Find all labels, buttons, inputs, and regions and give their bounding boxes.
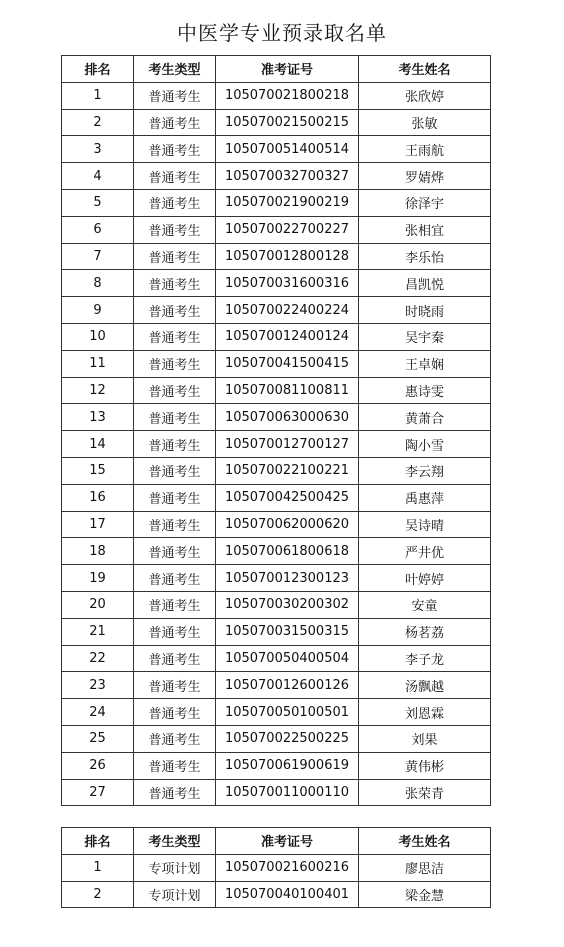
- cell-exam-number: 105070011000110: [216, 779, 359, 806]
- cell-exam-number: 105070021900219: [216, 189, 359, 216]
- cell-candidate-name: 严井优: [359, 538, 491, 565]
- cell-candidate-type: 专项计划: [134, 881, 216, 908]
- cell-candidate-name: 黄伟彬: [359, 752, 491, 779]
- table-row: [62, 881, 491, 908]
- header-rank: 排名: [62, 828, 134, 855]
- table-row: [62, 350, 491, 377]
- cell-candidate-type: 普通考生: [134, 82, 216, 109]
- cell-candidate-name: 陶小雪: [359, 431, 491, 458]
- cell-rank: 24: [62, 699, 134, 726]
- cell-rank: 1: [62, 854, 134, 881]
- cell-exam-number: 105070012800128: [216, 243, 359, 270]
- cell-rank: 12: [62, 377, 134, 404]
- cell-exam-number: 105070041500415: [216, 350, 359, 377]
- cell-candidate-type: 普通考生: [134, 779, 216, 806]
- cell-rank: 19: [62, 565, 134, 592]
- table-header-row: [62, 56, 491, 83]
- cell-candidate-name: 张相宜: [359, 216, 491, 243]
- table-row: [62, 779, 491, 806]
- cell-candidate-name: 张欣婷: [359, 82, 491, 109]
- cell-exam-number: 105070022400224: [216, 297, 359, 324]
- cell-candidate-type: 普通考生: [134, 109, 216, 136]
- cell-candidate-name: 廖思洁: [359, 854, 491, 881]
- cell-candidate-type: 普通考生: [134, 270, 216, 297]
- cell-candidate-name: 禹惠萍: [359, 484, 491, 511]
- table-row: [62, 457, 491, 484]
- cell-rank: 16: [62, 484, 134, 511]
- table-row: [62, 854, 491, 881]
- header-rank: 排名: [62, 56, 134, 83]
- cell-rank: 25: [62, 725, 134, 752]
- cell-rank: 8: [62, 270, 134, 297]
- cell-candidate-type: 普通考生: [134, 243, 216, 270]
- cell-exam-number: 105070022500225: [216, 725, 359, 752]
- cell-rank: 6: [62, 216, 134, 243]
- cell-exam-number: 105070081100811: [216, 377, 359, 404]
- cell-candidate-name: 刘恩霖: [359, 699, 491, 726]
- cell-candidate-type: 普通考生: [134, 136, 216, 163]
- cell-exam-number: 105070051400514: [216, 136, 359, 163]
- cell-rank: 1: [62, 82, 134, 109]
- table-header-row: [62, 828, 491, 855]
- cell-exam-number: 105070022700227: [216, 216, 359, 243]
- cell-candidate-type: 普通考生: [134, 645, 216, 672]
- cell-rank: 20: [62, 591, 134, 618]
- cell-candidate-type: 普通考生: [134, 457, 216, 484]
- cell-exam-number: 105070012600126: [216, 672, 359, 699]
- cell-rank: 26: [62, 752, 134, 779]
- cell-rank: 22: [62, 645, 134, 672]
- cell-exam-number: 105070061800618: [216, 538, 359, 565]
- cell-candidate-name: 罗婧烨: [359, 163, 491, 190]
- cell-exam-number: 105070012700127: [216, 431, 359, 458]
- table-row: [62, 565, 491, 592]
- table-row: [62, 645, 491, 672]
- cell-exam-number: 105070021500215: [216, 109, 359, 136]
- table-row: [62, 725, 491, 752]
- cell-candidate-name: 张荣青: [359, 779, 491, 806]
- cell-rank: 2: [62, 881, 134, 908]
- table-row: [62, 538, 491, 565]
- cell-rank: 10: [62, 323, 134, 350]
- table-row: [62, 136, 491, 163]
- special-plan-table: [61, 827, 491, 908]
- cell-candidate-name: 王雨航: [359, 136, 491, 163]
- cell-candidate-name: 吴宇秦: [359, 323, 491, 350]
- cell-candidate-name: 刘果: [359, 725, 491, 752]
- cell-exam-number: 105070030200302: [216, 591, 359, 618]
- cell-candidate-type: 普通考生: [134, 672, 216, 699]
- table-row: [62, 672, 491, 699]
- cell-candidate-type: 普通考生: [134, 404, 216, 431]
- cell-rank: 17: [62, 511, 134, 538]
- cell-exam-number: 105070012400124: [216, 323, 359, 350]
- cell-candidate-type: 专项计划: [134, 854, 216, 881]
- cell-exam-number: 105070021600216: [216, 854, 359, 881]
- cell-candidate-type: 普通考生: [134, 297, 216, 324]
- cell-exam-number: 105070050400504: [216, 645, 359, 672]
- cell-rank: 27: [62, 779, 134, 806]
- cell-candidate-type: 普通考生: [134, 565, 216, 592]
- cell-candidate-type: 普通考生: [134, 725, 216, 752]
- cell-candidate-name: 杨茗荔: [359, 618, 491, 645]
- table-row: [62, 752, 491, 779]
- table-row: [62, 243, 491, 270]
- cell-candidate-type: 普通考生: [134, 377, 216, 404]
- table-row: [62, 511, 491, 538]
- cell-exam-number: 105070050100501: [216, 699, 359, 726]
- cell-rank: 3: [62, 136, 134, 163]
- table-row: [62, 163, 491, 190]
- cell-rank: 14: [62, 431, 134, 458]
- cell-candidate-name: 昌凯悦: [359, 270, 491, 297]
- cell-candidate-name: 吴诗晴: [359, 511, 491, 538]
- table-row: [62, 109, 491, 136]
- table-row: [62, 82, 491, 109]
- cell-exam-number: 105070040100401: [216, 881, 359, 908]
- cell-rank: 11: [62, 350, 134, 377]
- cell-candidate-type: 普通考生: [134, 618, 216, 645]
- cell-exam-number: 105070042500425: [216, 484, 359, 511]
- header-exam-number: 准考证号: [216, 56, 359, 83]
- cell-candidate-name: 时晓雨: [359, 297, 491, 324]
- cell-rank: 15: [62, 457, 134, 484]
- table-row: [62, 484, 491, 511]
- cell-candidate-name: 王卓娴: [359, 350, 491, 377]
- main-admission-table: [61, 55, 491, 806]
- cell-rank: 7: [62, 243, 134, 270]
- table-row: [62, 323, 491, 350]
- table-row: [62, 404, 491, 431]
- cell-candidate-type: 普通考生: [134, 591, 216, 618]
- cell-candidate-type: 普通考生: [134, 538, 216, 565]
- cell-rank: 21: [62, 618, 134, 645]
- cell-candidate-name: 梁金慧: [359, 881, 491, 908]
- cell-exam-number: 105070031500315: [216, 618, 359, 645]
- cell-rank: 4: [62, 163, 134, 190]
- cell-candidate-type: 普通考生: [134, 216, 216, 243]
- cell-candidate-type: 普通考生: [134, 163, 216, 190]
- cell-rank: 5: [62, 189, 134, 216]
- header-exam-number: 准考证号: [216, 828, 359, 855]
- cell-candidate-type: 普通考生: [134, 511, 216, 538]
- cell-rank: 2: [62, 109, 134, 136]
- table-row: [62, 270, 491, 297]
- table-row: [62, 377, 491, 404]
- cell-exam-number: 105070062000620: [216, 511, 359, 538]
- header-candidate-name: 考生姓名: [359, 56, 491, 83]
- cell-exam-number: 105070012300123: [216, 565, 359, 592]
- cell-candidate-name: 李子龙: [359, 645, 491, 672]
- cell-candidate-type: 普通考生: [134, 699, 216, 726]
- cell-candidate-name: 黄萧合: [359, 404, 491, 431]
- cell-candidate-name: 李云翔: [359, 457, 491, 484]
- cell-exam-number: 105070031600316: [216, 270, 359, 297]
- cell-candidate-type: 普通考生: [134, 323, 216, 350]
- cell-candidate-type: 普通考生: [134, 350, 216, 377]
- table-row: [62, 591, 491, 618]
- cell-candidate-type: 普通考生: [134, 189, 216, 216]
- cell-exam-number: 105070021800218: [216, 82, 359, 109]
- cell-candidate-name: 汤飘越: [359, 672, 491, 699]
- cell-candidate-type: 普通考生: [134, 431, 216, 458]
- cell-candidate-name: 徐泽宇: [359, 189, 491, 216]
- cell-candidate-name: 李乐怡: [359, 243, 491, 270]
- cell-exam-number: 105070022100221: [216, 457, 359, 484]
- cell-rank: 18: [62, 538, 134, 565]
- cell-candidate-name: 叶婷婷: [359, 565, 491, 592]
- header-candidate-type: 考生类型: [134, 56, 216, 83]
- cell-candidate-name: 安童: [359, 591, 491, 618]
- cell-candidate-type: 普通考生: [134, 752, 216, 779]
- table-row: [62, 431, 491, 458]
- cell-rank: 9: [62, 297, 134, 324]
- cell-exam-number: 105070063000630: [216, 404, 359, 431]
- cell-exam-number: 105070032700327: [216, 163, 359, 190]
- cell-exam-number: 105070061900619: [216, 752, 359, 779]
- page-title: 中医学专业预录取名单: [177, 21, 387, 45]
- cell-candidate-name: 张敏: [359, 109, 491, 136]
- cell-candidate-type: 普通考生: [134, 484, 216, 511]
- header-candidate-name: 考生姓名: [359, 828, 491, 855]
- table-row: [62, 618, 491, 645]
- cell-rank: 23: [62, 672, 134, 699]
- table-row: [62, 189, 491, 216]
- header-candidate-type: 考生类型: [134, 828, 216, 855]
- table-row: [62, 216, 491, 243]
- cell-rank: 13: [62, 404, 134, 431]
- table-row: [62, 297, 491, 324]
- cell-candidate-name: 惠诗雯: [359, 377, 491, 404]
- table-row: [62, 699, 491, 726]
